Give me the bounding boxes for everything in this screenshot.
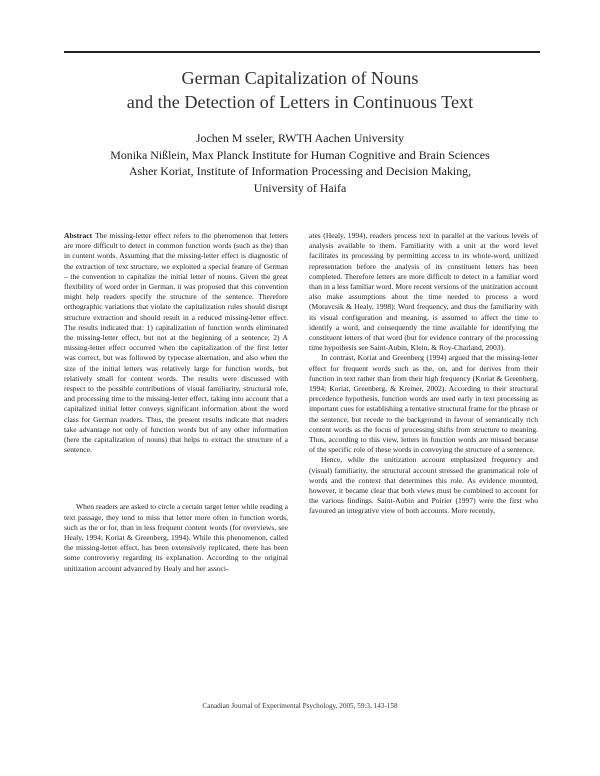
top-rule bbox=[64, 51, 540, 53]
title-line-1: German Capitalization of Nouns bbox=[181, 68, 419, 88]
journal-footer: Canadian Journal of Experimental Psychology, 2005, 59:3, 143-158 bbox=[202, 702, 398, 710]
abstract bbox=[64, 231, 288, 455]
paper-title bbox=[40, 66, 560, 114]
abstract-heading: Abstract bbox=[64, 231, 93, 240]
author-line-3: Asher Koriat, Institute of Information Processing and Decision Making, bbox=[128, 164, 472, 179]
author-line-1: Jochen M sseler, RWTH Aachen University bbox=[195, 131, 405, 145]
author-line-2: Monika Nißlein, Max Planck Institute for Human Cognitive and Brain Sciences bbox=[110, 147, 490, 162]
author-block bbox=[40, 130, 560, 196]
author-line-4: University of Haifa bbox=[253, 180, 347, 195]
left-column bbox=[64, 231, 288, 574]
abstract-text: The missing-letter effect refers to the phenomenon that letters are more difficult to detect in common function words (such as the) than in content words. Assuming that the missing-letter effect is diagnostic of the extraction of text structure, we exploited a special feature of German – the convention to capitalize the initial letter of nouns. Given the great flexibility of word order in German, it was proposed that this convention might help readers specify the structure of the sentence. Therefore orthographic variations that violate the capitalization rules should disrupt structure extraction and should result in a reduced missing-letter effect. The results indicated that: 1) capitalization of function words eliminated the missing-letter effect, but not at the beginning of a sentence; 2) A missing-letter effect occurred when the capitalization of the first letter was correct, but was followed by typecase alternation, and also when the size of the initial letters was relatively large for function words, but relatively small for content words. The results were discussed with respect to the possible contributions of visual familiarity, structural role, and processing time to the missing-letter effect, taking into account that a capitalized initial letter conveys significant information about the word class for German readers. Thus, the present results indicate that readers take advantage not only of function words but of any other information (here the capitalization of nouns) that helps to extract the structure of a sentence. bbox=[64, 231, 288, 455]
body-paragraph-3: Hence, while the unitization account emphasized frequency and (visual) familiarity, the structural account stressed the grammatical role of words and the context that determines this role. As evidence mounted, however, it became clear that both views must be combined to account for the various findings. Saint-Aubin and Poirier (1997) were the first who favoured an integrative view of both accounts. More recently, bbox=[309, 455, 538, 516]
body-paragraph-2: In contrast, Koriat and Greenberg (1994) argued that the missing-letter effect for frequent words such as the, on, and for derives from their function in text rather than from their high frequency (Koriat & Greenberg, 1994; Koriat, Greenberg, & Kreiner, 2002). According to their structural precedence hypothesis, function words are used early in text processing as important cues for establishing a tentative structural frame for the phrase or the sentence, but recede to the background in favour of semantically rich content words as the focus of processing shifts from structure to meaning. Thus, according to this view, letters in function words are missed because of the specific role of these words in conveying the structure of a sentence. bbox=[309, 353, 538, 455]
body-paragraph-1: ates (Healy, 1994), readers process text in parallel at the various levels of analysis available to them. Familiarity with a unit at the word level facilitates its processing by permitting access to its whole-word, unitized representation before the analysis of its constituent letters has been completed. Therefore letters are more difficult to detect in a familiar word than in a less familiar word. More recent versions of the unitization account also make assumptions about the time needed to process a word (Moravcsik & Healy, 1998): Word frequency, and thus the familiarity with its visual configuration and meaning, is assumed to affect the time to identify a word, and consequently the time available for identifying the constituent letters of that word (but for evidence contrary of the processing time hypothesis see Saint-Aubin, Klein, & Roy-Charland, 2003). bbox=[309, 231, 538, 353]
right-column bbox=[309, 231, 538, 517]
title-line-2: and the Detection of Letters in Continuous Text bbox=[126, 92, 474, 112]
intro-paragraph: When readers are asked to circle a certain target letter while reading a text passage, they tend to miss that letter more often in function words, such as the or for, than in less frequent content words (for overviews, see Healy, 1994; Koriat & Greenberg, 1994). While this phenomenon, called the missing-letter effect, has been extensively replicated, there has been some controversy regarding its explanation. According to the original unitization account advanced by Healy and her associ- bbox=[64, 502, 288, 573]
